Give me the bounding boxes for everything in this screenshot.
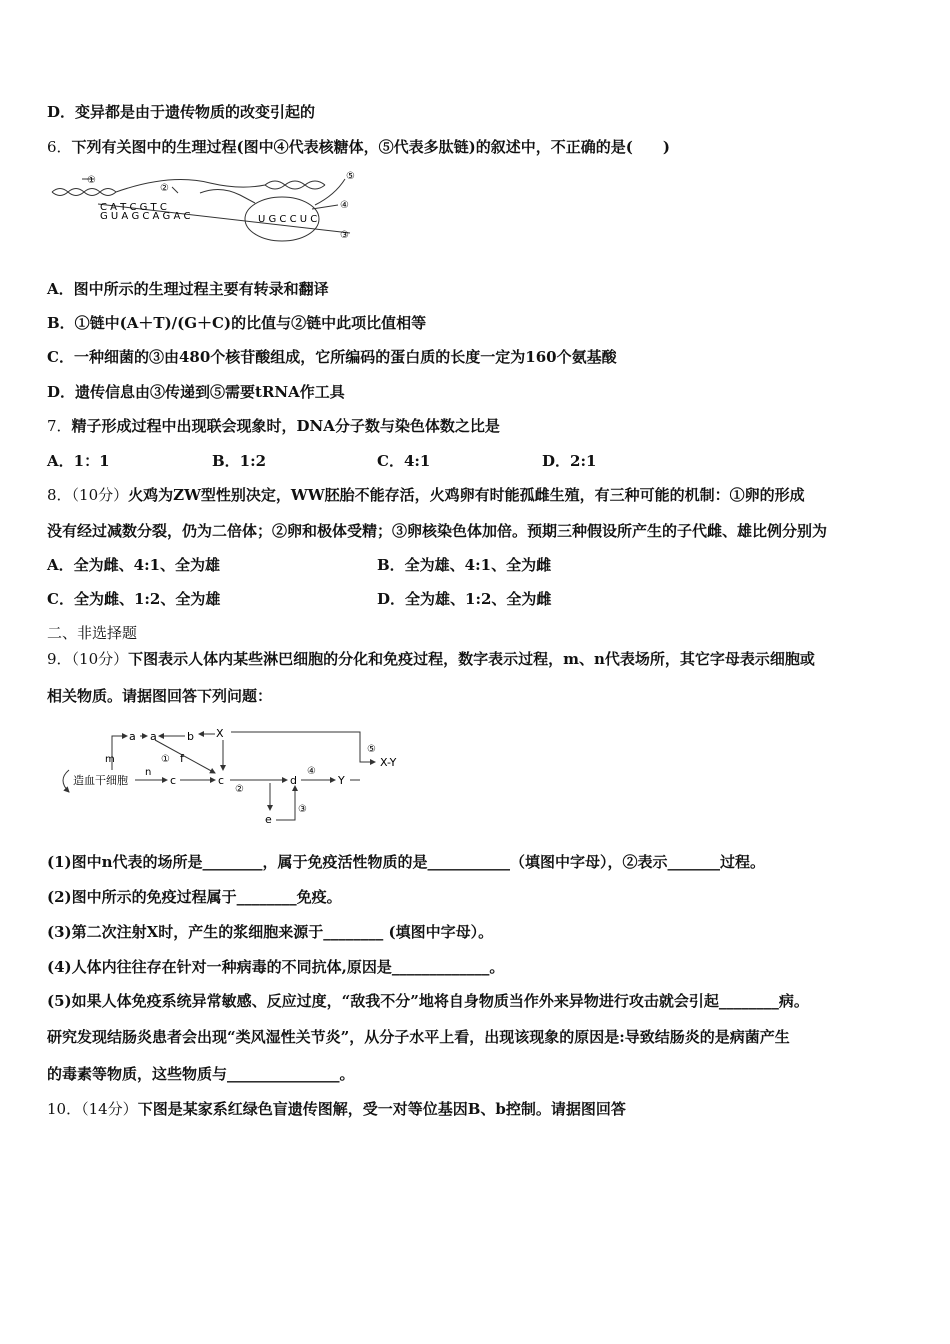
question-text: 下图表示人体内某些淋巴细胞的分化和免疫过程，数字表示过程，m、n代表场所，其它字母表示细胞或 [128,650,815,668]
self-renew-arrow [63,770,69,792]
question-text: 火鸡为ZW型性别决定，WW胚胎不能存活，火鸡卵有时能孤雌生殖，有三种可能的机制：①卵的形成 [128,486,805,504]
q7-option-b: B．1:2 [212,452,267,470]
label-2: ② [160,183,169,194]
q9-part-3: (3)第二次注射X时，产生的浆细胞来源于________ (填图中字母）。 [47,923,494,941]
label-3: ③ [340,230,349,241]
label-d: d [290,774,297,787]
label-c1: c [170,774,177,787]
label-process-1: ① [161,754,170,765]
q7-option-a: A．1：1 [47,452,110,470]
section-heading: 二、非选择题 [47,624,138,642]
question-number: 7． [47,417,72,435]
label-a2: a [150,730,157,743]
q9-part-2: (2)图中所示的免疫过程属于________免疫。 [47,888,342,906]
question-text: 精子形成过程中出现联会现象时，DNA分子数与染色体数之比是 [71,417,500,435]
question-text: 下列有关图中的生理过程(图中④代表核糖体，⑤代表多肽链)的叙述中，不正确的是( ) [71,138,670,156]
q6-option-a: A．图中所示的生理过程主要有转录和翻译 [47,280,329,298]
label-x: X [216,727,224,740]
label-e: e [265,813,272,826]
label-f: f [180,752,184,765]
q7-option-c: C．4:1 [377,452,431,470]
transcription-translation-figure [50,165,360,245]
q6-option-b: B．①链中(A＋T)/(G＋C)的比值与②链中此项比值相等 [47,314,427,332]
dna-strand-1 [116,180,265,192]
label-process-5: ⑤ [367,744,376,755]
question-10 [47,1099,626,1119]
question-number: 8．（10分） [47,486,129,504]
label-a1: a [129,730,136,743]
strand-bottom-sequence: G U A G C A G A C [100,211,191,222]
ribosome-sequence: U G C C U C [258,214,318,225]
q9-part-5-end: 的毒素等物质，这些物质与_______________。 [47,1065,355,1083]
label-1: ① [87,175,96,186]
label-5: ⑤ [346,171,355,182]
question-6 [47,137,670,157]
question-number: 6． [47,138,72,156]
q6-option-d: D．遗传信息由③传递到⑤需要tRNA作工具 [47,383,345,401]
label-4: ④ [340,200,349,211]
label-x-y: X-Y [380,756,397,769]
label-n: n [145,767,152,778]
q7-option-d: D．2:1 [542,452,597,470]
question-8-continued: 没有经过减数分裂，仍为二倍体；②卵和极体受精；③卵核染色体加倍。预期三种假设所产生的子代雌、雄比例分别为 [47,522,828,540]
q6-option-c: C．一种细菌的③由480个核苷酸组成，它所编码的蛋白质的长度一定为160个氨基酸 [47,348,617,366]
q8-option-d: D．全为雄、1:2、全为雌 [377,590,552,608]
label-b: b [187,730,194,743]
q9-part-1: (1)图中n代表的场所是________，属于免疫活性物质的是___________（填图中字母），②表示_______过程。 [47,853,766,871]
lymphocyte-diagram [55,720,435,830]
label-process-4: ④ [307,766,316,777]
label-process-3: ③ [298,804,307,815]
q8-option-c: C．全为雌、1:2、全为雄 [47,590,221,608]
question-7 [47,416,500,436]
option-d-previous: D．变异都是由于遗传物质的改变引起的 [47,103,316,121]
strand-top-sequence: C A T C G T C [100,202,167,213]
label-y: Y [338,774,345,787]
label-c2: c [218,774,225,787]
q8-option-b: B．全为雄、4:1、全为雌 [377,556,552,574]
q9-part-5: (5)如果人体免疫系统异常敏感、反应过度，“敌我不分”地将自身物质当作外来异物进行攻击就会引起________病。 [47,992,809,1010]
question-text: 下图是某家系红绿色盲遗传图解，受一对等位基因B、b控制。请据图回答 [137,1100,626,1118]
q9-part-4: (4)人体内往往存在针对一种病毒的不同抗体,原因是_____________。 [47,958,505,976]
q8-option-a: A．全为雌、4:1、全为雄 [47,556,221,574]
label-process-2: ② [235,784,244,795]
q9-part-5-continued: 研究发现结肠炎患者会出现“类风湿性关节炎”，从分子水平上看，出现该现象的原因是:导致结肠炎的是病菌产生 [47,1028,790,1046]
dna-helix-right [265,181,325,189]
label-m: m [105,754,115,765]
question-number: 9．（10分） [47,650,129,668]
question-8 [47,485,805,505]
question-9-continued: 相关物质。请据图回答下列问题： [47,687,273,705]
question-9 [47,649,815,669]
label-stem-cell: 造血干细胞 [73,774,128,787]
question-number: 10．（14分） [47,1100,138,1118]
